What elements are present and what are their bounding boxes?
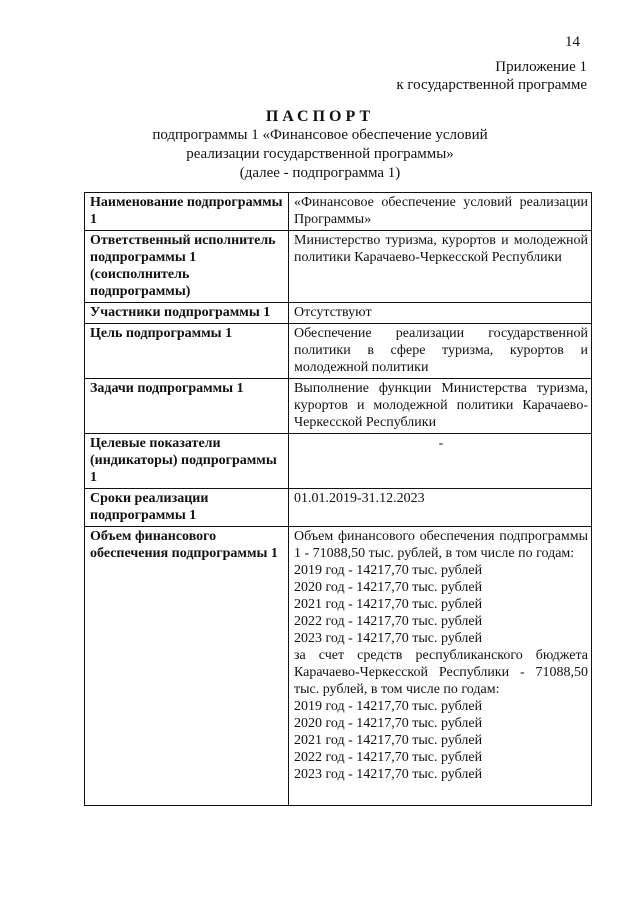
table-row — [85, 193, 592, 231]
table-row — [85, 489, 592, 527]
row-label: Наименование подпрограммы 1 — [85, 193, 289, 231]
budget-year: 2020 год - 14217,70 тыс. рублей — [294, 716, 483, 731]
financing-year: 2019 год - 14217,70 тыс. рублей — [294, 563, 483, 578]
row-value: 01.01.2019-31.12.2023 — [289, 489, 592, 527]
subtitle-line-2: реализации государственной программы» — [186, 146, 454, 162]
row-value: Отсутствуют — [289, 303, 592, 324]
table-row — [85, 324, 592, 379]
table-row — [85, 434, 592, 489]
row-value: Обеспечение реализации государственной политики в сфере туризма, курортов и молодежной политики — [289, 324, 592, 379]
row-label: Участники подпрограммы 1 — [85, 303, 289, 324]
table-row — [85, 303, 592, 324]
row-value: «Финансовое обеспечение условий реализации Программы» — [289, 193, 592, 231]
table-row — [85, 231, 592, 303]
row-label: Сроки реализации подпрограммы 1 — [85, 489, 289, 527]
table-row — [85, 527, 592, 806]
row-label: Объем финансового обеспечения подпрограммы 1 — [85, 527, 289, 806]
row-value-dash: - — [438, 436, 444, 451]
row-value: Выполнение функции Министерства туризма, курортов и молодежной политики Карачаево-Черкесской Республики — [289, 379, 592, 434]
budget-year: 2023 год - 14217,70 тыс. рублей — [294, 767, 483, 782]
budget-year: 2021 год - 14217,70 тыс. рублей — [294, 733, 483, 748]
document-title: ПАСПОРТ — [265, 108, 375, 125]
appendix-header — [396, 58, 587, 94]
financing-year: 2021 год - 14217,70 тыс. рублей — [294, 597, 483, 612]
document-subtitle — [0, 126, 640, 183]
financing-value — [289, 527, 592, 806]
table-row — [85, 379, 592, 434]
row-value — [289, 434, 592, 489]
subtitle-line-1: подпрограммы 1 «Финансовое обеспечение условий — [152, 127, 488, 143]
budget-year: 2022 год - 14217,70 тыс. рублей — [294, 750, 483, 765]
financing-intro: Объем финансового обеспечения подпрограммы 1 - 71088,50 тыс. рублей, в том числе по годам: — [294, 529, 588, 561]
financing-year: 2020 год - 14217,70 тыс. рублей — [294, 580, 483, 595]
row-label: Целевые показатели (индикаторы) подпрограммы 1 — [85, 434, 289, 489]
row-label: Цель подпрограммы 1 — [85, 324, 289, 379]
appendix-line-2: к государственной программе — [396, 77, 587, 93]
row-label: Задачи подпрограммы 1 — [85, 379, 289, 434]
row-label: Ответственный исполнитель подпрограммы 1 (соисполнитель подпрограммы) — [85, 231, 289, 303]
financing-year: 2023 год - 14217,70 тыс. рублей — [294, 631, 483, 646]
budget-year: 2019 год - 14217,70 тыс. рублей — [294, 699, 483, 714]
appendix-line-1: Приложение 1 — [495, 59, 587, 75]
page-number: 14 — [565, 34, 580, 50]
subtitle-line-3: (далее - подпрограмма 1) — [239, 165, 401, 181]
passport-table — [84, 192, 592, 806]
budget-source: за счет средств республиканского бюджета Карачаево-Черкесской Республики - 71088,50 тыс. рублей, в том числе по годам: — [294, 648, 588, 697]
row-value: Министерство туризма, курортов и молодежной политики Карачаево-Черкесской Республики — [289, 231, 592, 303]
financing-year: 2022 год - 14217,70 тыс. рублей — [294, 614, 483, 629]
